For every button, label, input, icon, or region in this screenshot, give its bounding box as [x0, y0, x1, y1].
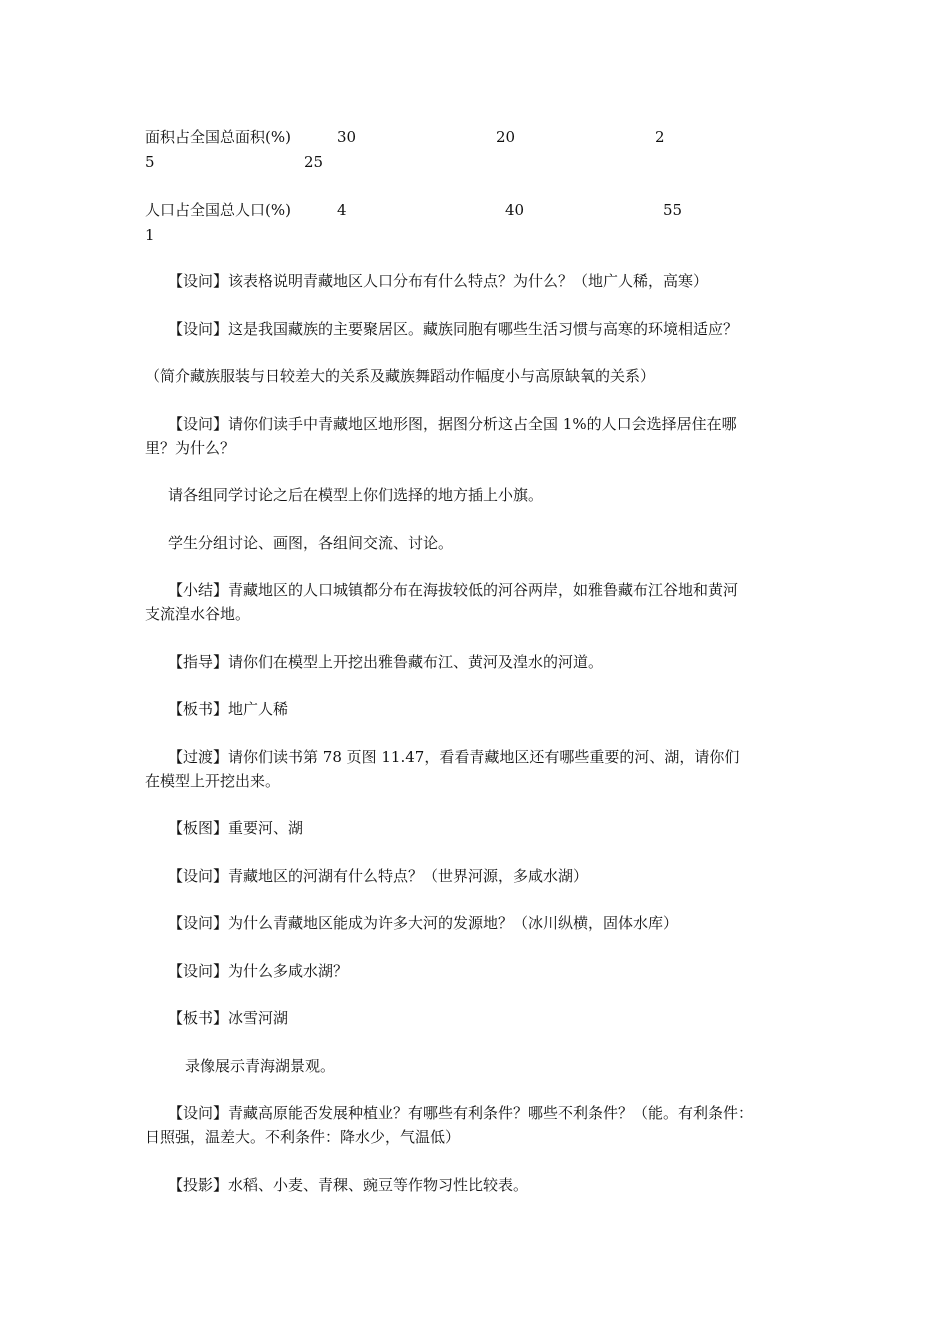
- paragraph-question-6: 【设问】为什么多咸水湖？: [168, 962, 349, 980]
- area-value-2: 20: [496, 128, 516, 146]
- paragraph-question-2: 【设问】这是我国藏族的主要聚居区。藏族同胞有哪些生活习惯与高寒的环境相适应？: [168, 320, 739, 338]
- area-value-4: 25: [304, 153, 324, 171]
- paragraph-board-map: 【板图】重要河、湖: [168, 819, 304, 837]
- paragraph-summary-line-1: 【小结】青藏地区的人口城镇都分布在海拔较低的河谷两岸，如雅鲁藏布江谷地和黄河: [168, 581, 739, 599]
- paragraph-guidance: 【指导】请你们在模型上开挖出雅鲁藏布江、黄河及湟水的河道。: [168, 653, 604, 671]
- paragraph-board-2: 【板书】冰雪河湖: [168, 1009, 289, 1027]
- paragraph-question-7-line-1: 【设问】青藏高原能否发展种植业？有哪些有利条件？哪些不利条件？（能。有利条件：: [168, 1104, 754, 1122]
- paragraph-video: 录像展示青海湖景观。: [185, 1057, 336, 1075]
- paragraph-question-1: 【设问】该表格说明青藏地区人口分布有什么特点？为什么？（地广人稀，高寒）: [168, 272, 709, 290]
- paragraph-question-4: 【设问】青藏地区的河湖有什么特点？（世界河源，多咸水湖）: [168, 867, 589, 885]
- paragraph-transition-line-1: 【过渡】请你们读书第 78 页图 11.47，看看青藏地区还有哪些重要的河、湖，请你们: [168, 748, 740, 766]
- population-value-4: 1: [145, 226, 155, 244]
- area-value-1: 30: [337, 128, 357, 146]
- paragraph-activity: 请各组同学讨论之后在模型上你们选择的地方插上小旗。: [168, 486, 544, 504]
- paragraph-question-7-line-2: 日照强，温差大。不利条件：降水少，气温低）: [145, 1128, 461, 1146]
- paragraph-transition-line-2: 在模型上开挖出来。: [145, 772, 281, 790]
- paragraph-student-activity: 学生分组讨论、画图，各组间交流、讨论。: [168, 534, 454, 552]
- paragraph-question-3-line-2: 里？为什么？: [145, 439, 236, 457]
- population-value-2: 40: [505, 201, 525, 219]
- paragraph-question-5: 【设问】为什么青藏地区能成为许多大河的发源地？（冰川纵横，固体水库）: [168, 914, 679, 932]
- population-row-label: 人口占全国总人口(%): [145, 201, 291, 219]
- paragraph-question-3-line-1: 【设问】请你们读手中青藏地区地形图，据图分析这占全国 1%的人口会选择居住在哪: [168, 415, 737, 433]
- population-value-3: 55: [663, 201, 683, 219]
- paragraph-projection: 【投影】水稻、小麦、青稞、豌豆等作物习性比较表。: [168, 1176, 529, 1194]
- area-row-label: 面积占全国总面积(%): [145, 128, 291, 146]
- area-value-3: 2: [655, 128, 665, 146]
- paragraph-note: （简介藏族服装与日较差大的关系及藏族舞蹈动作幅度小与高原缺氧的关系）: [145, 367, 656, 385]
- paragraph-board-1: 【板书】地广人稀: [168, 700, 289, 718]
- paragraph-summary-line-2: 支流湟水谷地。: [145, 605, 251, 623]
- population-value-1: 4: [337, 201, 347, 219]
- area-value-3-wrap: 5: [145, 153, 155, 171]
